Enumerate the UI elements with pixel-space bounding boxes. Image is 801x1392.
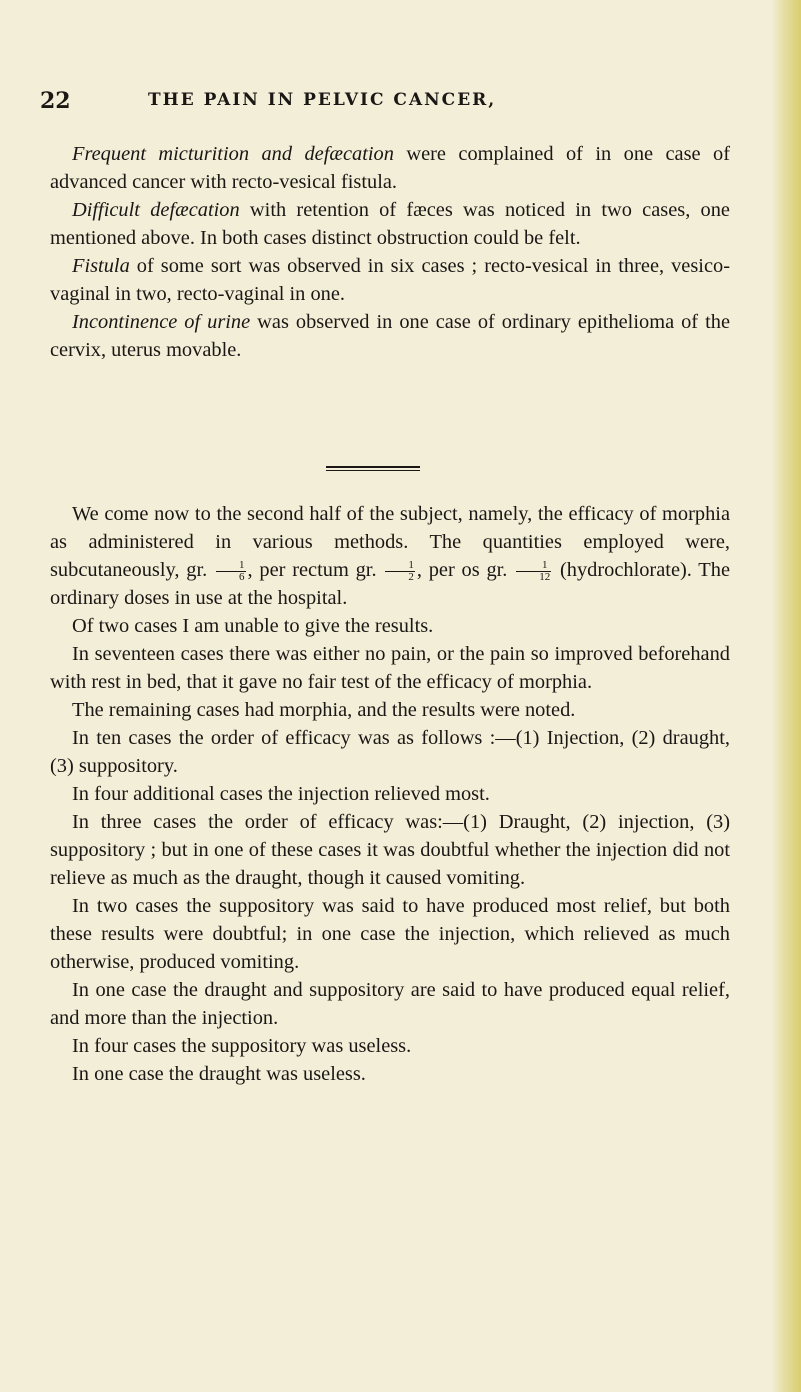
paragraph: In three cases the order of efficacy was:—(1) Draught, (2) injection, (3) suppository ; but in one of these cases it was doubtful whether the injection did not relieve as much as the draught, though it caused vomiting. bbox=[50, 811, 730, 889]
paragraph: In one case the draught was useless. bbox=[72, 1063, 366, 1085]
paragraph-incontinence bbox=[50, 308, 730, 364]
page-edge-shading bbox=[771, 0, 801, 1392]
fraction-numerator: 1 bbox=[385, 560, 415, 572]
paragraph-text: of some sort was observed in six cases ; recto-vesical in three, vesico-vaginal in two, recto-vaginal in one. bbox=[50, 255, 730, 305]
paragraph-morphia-intro bbox=[50, 500, 730, 612]
paragraph: In four cases the suppository was useless. bbox=[72, 1035, 412, 1057]
fraction-one-sixth bbox=[216, 560, 246, 583]
paragraph: In one case the draught and suppository are said to have produced equal relief, and more than the injection. bbox=[50, 979, 730, 1029]
page-number: 22 bbox=[40, 88, 71, 114]
paragraph: The remaining cases had morphia, and the results were noted. bbox=[72, 699, 576, 721]
section-divider bbox=[326, 466, 420, 471]
paragraph-text: was observed in one case of ordinary epithelioma of the cervix, uterus movable. bbox=[50, 311, 730, 361]
fraction-one-half bbox=[385, 560, 415, 583]
paragraph-text: with retention of fæces was noticed in two cases, one mentioned above. In both cases distinct obstruction could be felt. bbox=[50, 199, 730, 249]
italic-lead: Fistula bbox=[72, 255, 130, 277]
symptoms-section bbox=[50, 140, 730, 364]
paragraph: In seventeen cases there was either no pain, or the pain so improved beforehand with rest in bed, that it gave no fair test of the efficacy of morphia. bbox=[50, 643, 730, 693]
fraction-numerator: 1 bbox=[216, 560, 246, 572]
italic-lead: Difficult defæcation bbox=[72, 199, 240, 221]
text-run: , per rectum gr. bbox=[247, 559, 384, 581]
fraction-one-twelfth bbox=[516, 560, 551, 583]
fraction-denominator: 6 bbox=[239, 570, 245, 583]
running-title: THE PAIN IN PELVIC CANCER, bbox=[148, 90, 497, 110]
morphia-section bbox=[50, 500, 730, 1088]
paragraph: In four additional cases the injection relieved most. bbox=[72, 783, 490, 805]
paragraph: Of two cases I am unable to give the results. bbox=[72, 615, 434, 637]
fraction-numerator: 1 bbox=[516, 560, 551, 572]
text-run: We come now to the second half of the subject, namely, the efficacy of morphia as administered in various methods. The quantities employed were, subcutaneously, gr. bbox=[50, 503, 730, 581]
italic-lead: Incontinence of urine bbox=[72, 311, 251, 333]
paragraph-micturition bbox=[50, 140, 730, 196]
italic-lead: Frequent micturition and defæcation bbox=[72, 143, 394, 165]
fraction-denominator: 12 bbox=[539, 570, 551, 583]
paragraph-fistula bbox=[50, 252, 730, 308]
paragraph-difficult-defaecation bbox=[50, 196, 730, 252]
paragraph: In ten cases the order of efficacy was as follows :—(1) Injection, (2) draught, (3) suppository. bbox=[50, 727, 730, 777]
text-run: (hydrochlorate). The ordinary doses in use at the hospital. bbox=[50, 559, 730, 609]
page-header bbox=[40, 88, 752, 118]
paragraph-text: were complained of in one case of advanced cancer with recto-vesical fistula. bbox=[50, 143, 730, 193]
fraction-denominator: 2 bbox=[408, 570, 414, 583]
text-run: , per os gr. bbox=[416, 559, 515, 581]
paragraph: In two cases the suppository was said to have produced most relief, but both these results were doubtful; in one case the injection, which relieved as much otherwise, produced vomiting. bbox=[50, 895, 730, 973]
